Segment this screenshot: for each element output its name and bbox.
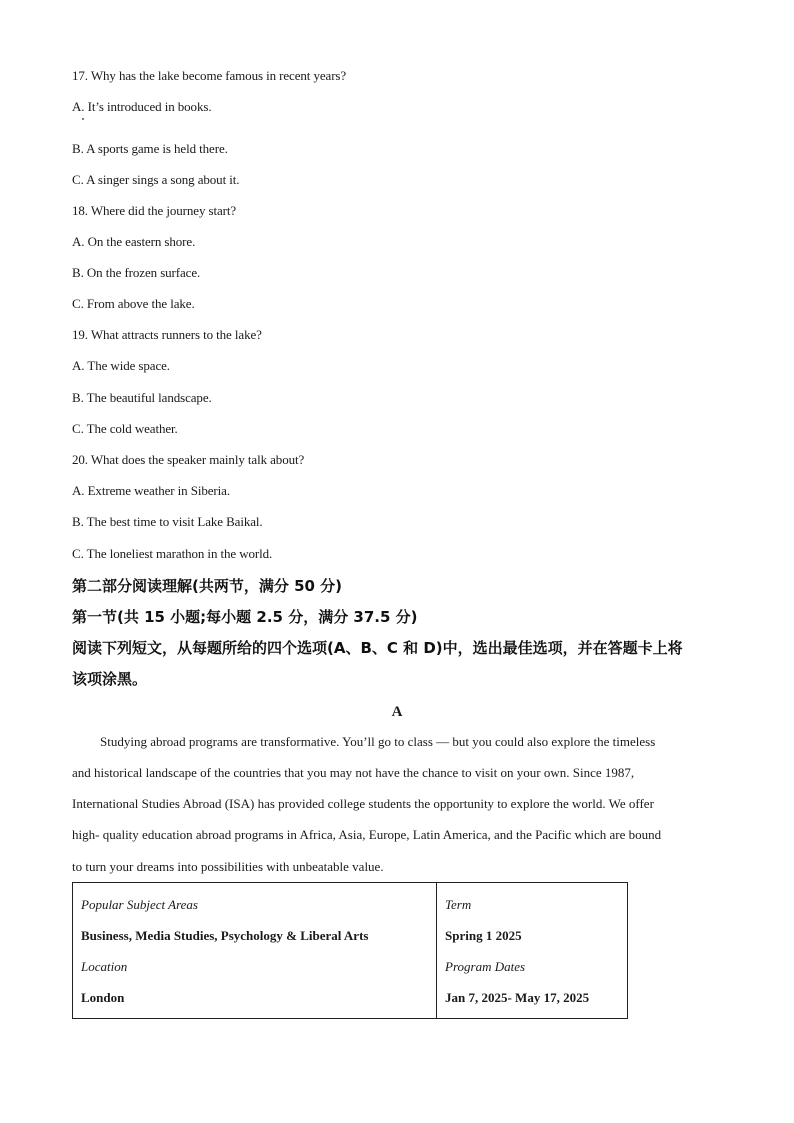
part2-title: 第二部分阅读理解(共两节，满分 50 分)	[72, 577, 343, 595]
question-18: 18. Where did the journey start?	[72, 203, 237, 218]
question-18-option-c: C. From above the lake.	[72, 296, 195, 311]
stray-dot	[82, 118, 84, 120]
question-17-option-c: C. A singer sings a song about it.	[72, 172, 240, 187]
subject-label: Popular Subject Areas	[81, 897, 198, 912]
passage-line-5: to turn your dreams into possibilities with unbeatable value.	[72, 859, 384, 874]
dates-value: Jan 7, 2025- May 17, 2025	[445, 990, 590, 1005]
part2-instruction-line1: 阅读下列短文，从每题所给的四个选项(A、B、C 和 D)中，选出最佳选项，并在答题卡上将	[72, 639, 683, 657]
dates-label: Program Dates	[445, 959, 526, 974]
table-left-cell	[73, 883, 437, 1019]
question-20-option-a: A. Extreme weather in Siberia.	[72, 483, 230, 498]
question-20-option-c: C. The loneliest marathon in the world.	[72, 546, 273, 561]
question-20: 20. What does the speaker mainly talk about?	[72, 452, 305, 467]
table-right-cell	[437, 883, 628, 1019]
passage-line-3: International Studies Abroad (ISA) has provided college students the opportunity to explore the world. We offer	[72, 796, 654, 811]
question-19: 19. What attracts runners to the lake?	[72, 327, 262, 342]
part2-section1: 第一节(共 15 小题;每小题 2.5 分，满分 37.5 分)	[72, 608, 418, 626]
question-19-option-c: C. The cold weather.	[72, 421, 178, 436]
question-18-option-a: A. On the eastern shore.	[72, 234, 196, 249]
term-label: Term	[445, 897, 472, 912]
question-17: 17. Why has the lake become famous in recent years?	[72, 68, 347, 83]
question-18-option-b: B. On the frozen surface.	[72, 265, 201, 280]
location-value: London	[81, 990, 125, 1005]
location-label: Location	[81, 959, 128, 974]
question-19-option-a: A. The wide space.	[72, 358, 170, 373]
passage-letter: A	[391, 704, 403, 720]
question-17-option-a: A. It’s introduced in books.	[72, 99, 212, 114]
program-info-table	[72, 882, 628, 1019]
question-20-option-b: B. The best time to visit Lake Baikal.	[72, 514, 263, 529]
term-value: Spring 1 2025	[445, 928, 522, 943]
question-19-option-b: B. The beautiful landscape.	[72, 390, 212, 405]
passage-line-2: and historical landscape of the countries that you may not have the chance to visit on your own. Since 1987,	[72, 765, 635, 780]
subject-value: Business, Media Studies, Psychology & Liberal Arts	[81, 928, 369, 943]
passage-line-4: high- quality education abroad programs in Africa, Asia, Europe, Latin America, and the Pacific which are bound	[72, 827, 662, 842]
question-17-option-b: B. A sports game is held there.	[72, 141, 228, 156]
passage-line-1: Studying abroad programs are transformative. You’ll go to class — but you could also explore the timeless	[100, 734, 656, 749]
part2-instruction-line2: 该项涂黑。	[72, 670, 148, 688]
